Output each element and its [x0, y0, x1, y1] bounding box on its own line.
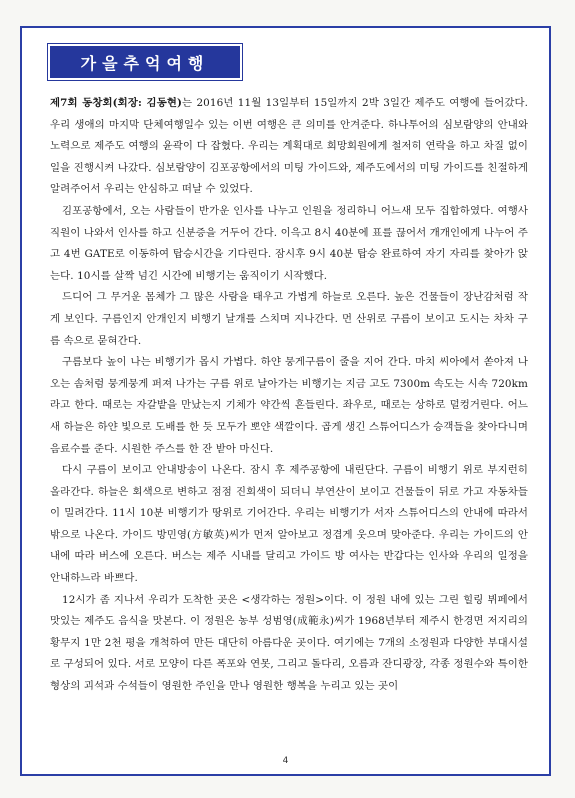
paragraph-1-text: 는 2016년 11월 13일부터 15일까지 2박 3일간 제주도 여행에 들어갔다. 우리 생애의 마지막 단체여행일수 있는 이번 여행은 큰 의미를 안겨준다. 하나투어의 심보람양의 안내와 노력으로 제주도 여행의 윤곽이 다 잡혔다. 우리는 계획대로 희망회원에게 철저히 연락을 하고 차질 없이 일을 진행시켜 나갔다. 심보람양이 김포공항에서의 미팅 가이드와, 제주도에서의 미팅 가이드를 친절하게 알려주어서 우리는 안심하고 떠날 수 있었다. — [50, 97, 528, 196]
page-number: 4 — [282, 756, 289, 766]
paragraph-1 — [50, 93, 528, 201]
paragraph-2: 김포공항에서, 오는 사람들이 반가운 인사를 나누고 인원을 정리하니 어느새 모두 집합하였다. 여행사 직원이 나와서 인사를 하고 신분증을 거두어 간다. 이윽고 8시 40분에 표를 끊어서 개개인에게 나누어 주고 4번 GATE로 이동하여 탑승시간을 기다린다. 잠시후 9시 40분 탑승 완료하여 자기 자리를 찾아가 앉는다. 10시를 살짝 넘긴 시간에 비행기는 움직이기 시작했다. — [50, 204, 528, 282]
article-body — [50, 93, 528, 698]
article-title: 가을추억여행 — [50, 46, 240, 78]
paragraph-3: 드디어 그 무거운 몸체가 그 많은 사람을 태우고 가볍게 하늘로 오른다. 높은 건물들이 장난감처럼 작게 보인다. 구름인지 안개인지 비행기 날개를 스치며 지나간다. 먼 산위로 구름이 보이고 도시는 차차 구름 속으로 묻혀간다. — [50, 291, 528, 347]
paragraph-4: 구름보다 높이 나는 비행기가 몹시 가볍다. 하얀 뭉게구름이 줄을 지어 간다. 마치 씨아에서 쏟아져 나오는 솜처럼 뭉게뭉게 퍼져 나가는 구름 위로 날아가는 비행기는 지금 고도 7300m 속도는 시속 720km라고 한다. 때로는 자갈밭을 만났는지 기체가 약간씩 흔들린다. 좌우로, 때로는 상하로 덜컹거린다. 어느새 하늘은 하얀 빛으로 도배를 한 듯 모두가 뽀얀 색깔이다. 곱게 생긴 스튜어디스가 승객들을 찾아다니며 음료수를 준다. 시원한 주스를 한 잔 받아 마신다. — [50, 356, 528, 455]
page-frame — [20, 26, 551, 776]
lead-text: 제7회 동창회(회장: 김동현) — [50, 97, 182, 109]
paragraph-6: 12시가 좀 지나서 우리가 도착한 곳은 <생각하는 정원>이다. 이 정원 내에 있는 그린 힐링 뷔페에서 맛있는 제주도 음식을 맛본다. 이 정원은 농부 성범영(成範永)씨가 1968년부터 제주시 한경면 저지리의 황무지 1만 2천 평을 개척하여 만든 대단히 아름다운 곳이다. 여기에는 7개의 소정원과 다양한 부대시설로 구성되어 있다. 서로 모양이 다른 폭포와 연못, 그리고 돌다리, 오름과 잔디광장, 각종 정원수와 특이한 형상의 괴석과 수석들이 영원한 주인을 만나 영원한 행복을 누리고 있는 곳이 — [50, 593, 528, 693]
paragraph-5: 다시 구름이 보이고 안내방송이 나온다. 잠시 후 제주공항에 내린단다. 구름이 비행기 위로 부지런히 올라간다. 하늘은 회색으로 변하고 점점 진회색이 되더니 부연산이 보이고 건물들이 뒤로 가고 자동차들이 밀려간다. 11시 10분 비행기가 땅위로 기어간다. 우리는 비행기가 서자 스튜어디스의 안내에 따라서 밖으로 나온다. 가이드 방민영(方敏英)씨가 먼저 알아보고 정겹게 웃으며 맞아준다. 우리는 가이드의 안내에 따라 버스에 오른다. 버스는 제주 시내를 달리고 가이드 방 여사는 반갑다는 인사와 우리의 일정을 안내하느라 바쁘다. — [50, 464, 528, 585]
